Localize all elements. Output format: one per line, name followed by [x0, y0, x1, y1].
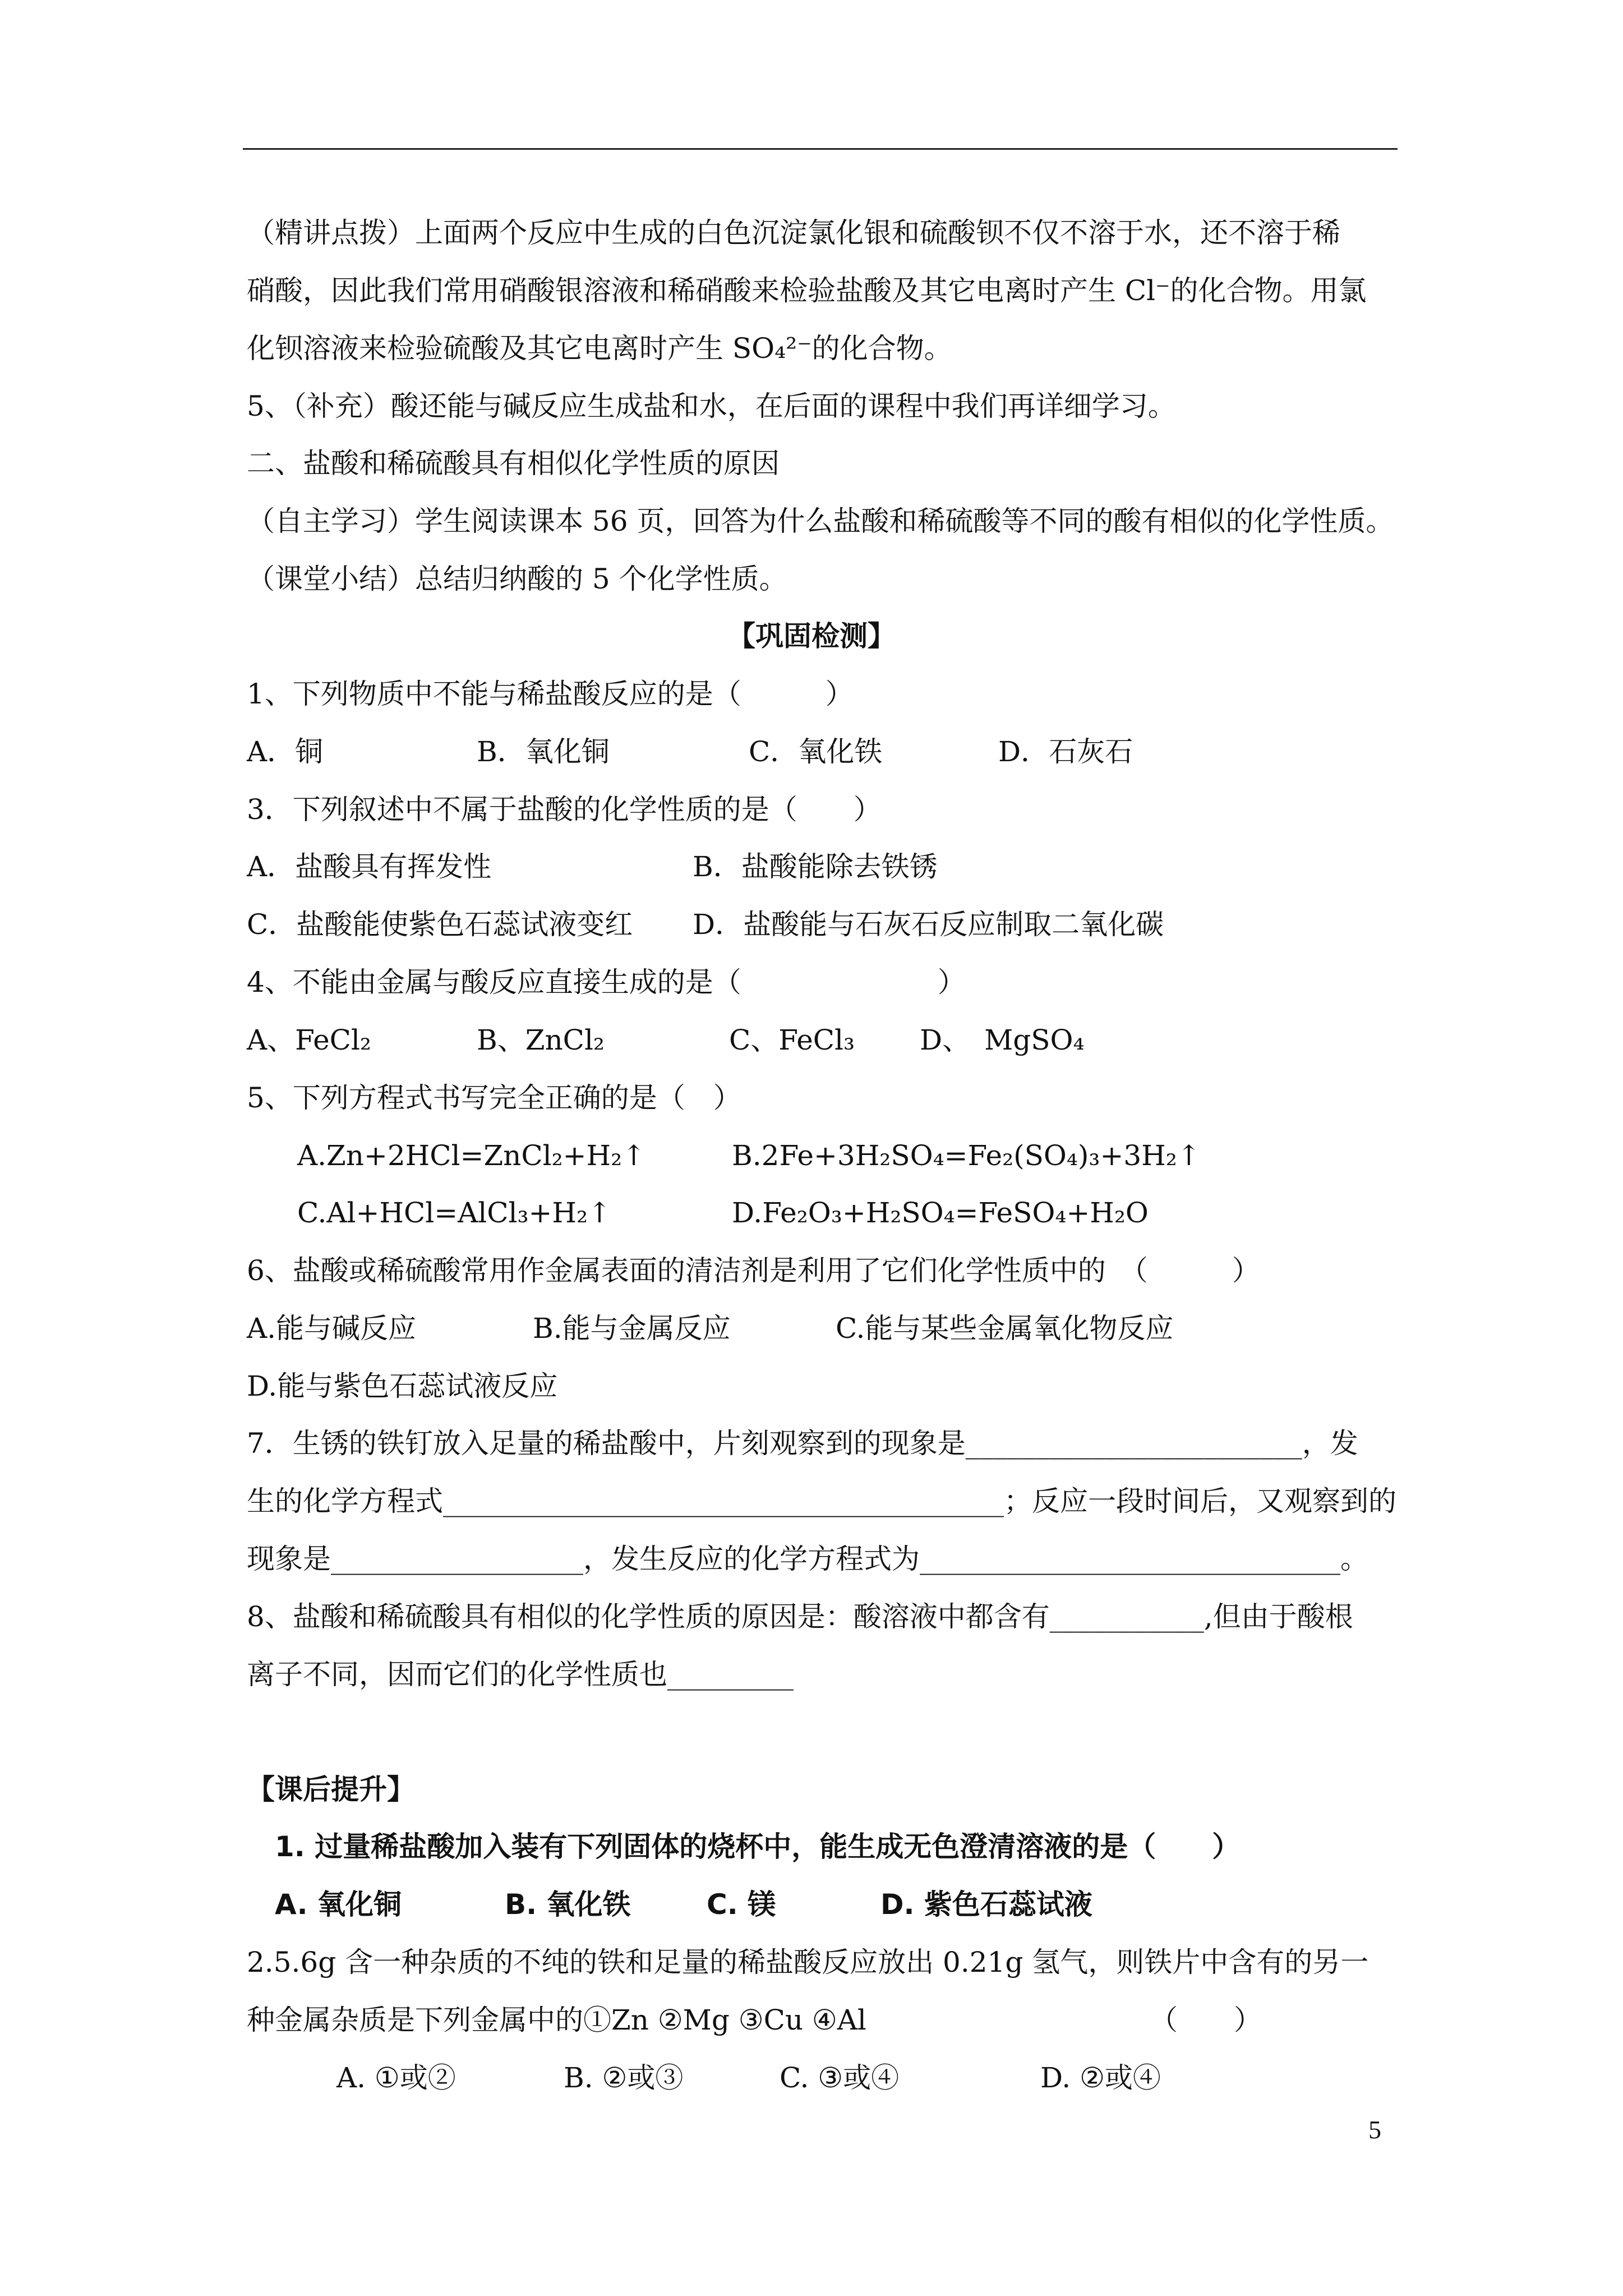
option-b: B.能与金属反应 [533, 1312, 731, 1345]
text-line: 硝酸，因此我们常用硝酸银溶液和稀硝酸来检验盐酸及其它电离时产生 Cl⁻的化合物。用氯 [247, 274, 1367, 307]
option-b: B. 氧化铁 [505, 1888, 631, 1921]
question-8-line-1: 8、盐酸和稀硫酸具有相似的化学性质的原因是：酸溶液中都含有___________,但由于酸根 [247, 1600, 1353, 1633]
option-d: D. ②或④ [1040, 2062, 1161, 2094]
section-heading: 二、盐酸和稀硫酸具有相似化学性质的原因 [247, 447, 780, 480]
option-a: A. 氧化铜 [275, 1888, 402, 1921]
question-6: 6、盐酸或稀硫酸常用作金属表面的清洁剂是利用了它们化学性质中的 （ ） [247, 1254, 1260, 1287]
option-a: A.能与碱反应 [247, 1312, 417, 1345]
improve-question-2-line-1: 2.5.6g 含一种杂质的不纯的铁和足量的稀盐酸反应放出 0.21g 氢气，则铁片中含有的另一 [247, 1946, 1369, 1978]
text-line: 化钡溶液来检验硫酸及其它电离时产生 SO₄²⁻的化合物。 [247, 332, 952, 365]
question-1: 1、下列物质中不能与稀盐酸反应的是（ ） [247, 678, 854, 710]
option-d: D. 紫色石蕊试液 [880, 1888, 1092, 1921]
option-c: C、FeCl₃ [729, 1024, 855, 1056]
option-d: D.能与紫色石蕊试液反应 [247, 1370, 558, 1402]
option-b: B、ZnCl₂ [477, 1024, 605, 1056]
question-5: 5、下列方程式书写完全正确的是（ ） [247, 1082, 741, 1114]
question-7-line-2: 生的化学方程式________________________________________；反应一段时间后，又观察到的 [247, 1485, 1396, 1517]
improve-question-2-line-2: 种金属杂质是下列金属中的①Zn ②Mg ③Cu ④Al [247, 2004, 866, 2036]
option-a: A、FeCl₂ [247, 1024, 371, 1056]
option-a: A. ①或② [336, 2062, 456, 2094]
option-c: C.Al+HCl=AlCl₃+H₂↑ [297, 1197, 611, 1229]
question-8-line-2: 离子不同，因而它们的化学性质也_________ [247, 1658, 794, 1691]
option-c: C．氧化铁 [749, 735, 883, 768]
section-title-after-class: 【课后提升】 [247, 1773, 415, 1806]
text-line: 5、（补充）酸还能与碱反应生成盐和水，在后面的课程中我们再详细学习。 [247, 390, 1176, 422]
option-b: B．氧化铜 [477, 735, 610, 768]
page-number: 5 [1368, 2115, 1381, 2144]
text-line: （自主学习）学生阅读课本 56 页，回答为什么盐酸和稀硫酸等不同的酸有相似的化学性质。 [247, 505, 1394, 537]
header-rule [243, 148, 1398, 150]
answer-paren: （ ） [1150, 2004, 1262, 2036]
question-7-line-1: 7．生锈的铁钉放入足量的稀盐酸中，片刻观察到的现象是________________________，发 [247, 1427, 1358, 1460]
option-a: A．铜 [247, 735, 324, 768]
option-a: A．盐酸具有挥发性 [247, 850, 492, 883]
option-b: B.2Fe+3H₂SO₄=Fe₂(SO₄)₃+3H₂↑ [732, 1139, 1201, 1172]
option-d: D.Fe₂O₃+H₂SO₄=FeSO₄+H₂O [732, 1197, 1149, 1229]
question-3: 3．下列叙述中不属于盐酸的化学性质的是（ ） [247, 793, 882, 826]
option-c: C. 镁 [707, 1888, 776, 1921]
text-line: （精讲点拨）上面两个反应中生成的白色沉淀氯化银和硫酸钡不仅不溶于水，还不溶于稀 [247, 217, 1340, 249]
option-c: C. ③或④ [780, 2062, 900, 2094]
option-b: B．盐酸能除去铁锈 [693, 850, 938, 883]
option-d: D、 MgSO₄ [920, 1024, 1085, 1056]
text-line: （课堂小结）总结归纳酸的 5 个化学性质。 [247, 563, 787, 595]
option-c: C.能与某些金属氧化物反应 [836, 1312, 1174, 1345]
section-title-consolidation: 【巩固检测】 [727, 619, 896, 652]
option-d: D．盐酸能与石灰石反应制取二氧化碳 [693, 908, 1164, 941]
option-c: C．盐酸能使紫色石蕊试液变红 [247, 908, 633, 941]
question-4: 4、不能由金属与酸反应直接生成的是（ ） [247, 966, 966, 999]
question-7-line-3: 现象是__________________，发生反应的化学方程式为______________________________。 [247, 1543, 1368, 1575]
option-b: B. ②或③ [564, 2062, 684, 2094]
option-d: D．石灰石 [998, 735, 1133, 768]
option-a: A.Zn+2HCl=ZnCl₂+H₂↑ [297, 1139, 646, 1172]
improve-question-1: 1. 过量稀盐酸加入装有下列固体的烧杯中，能生成无色澄清溶液的是（ ） [275, 1830, 1241, 1863]
